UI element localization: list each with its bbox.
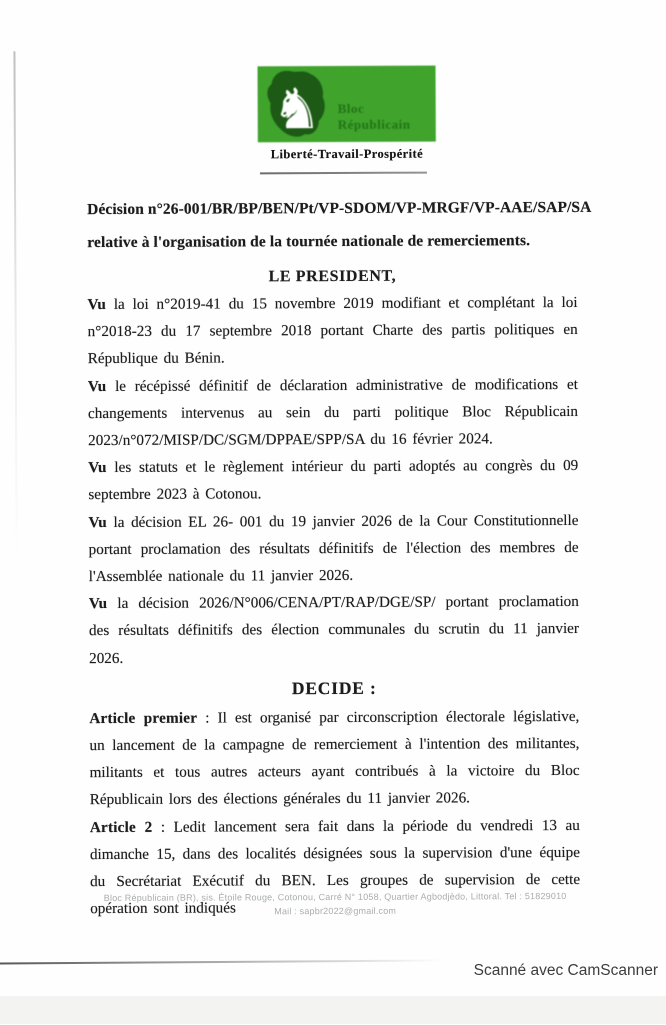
decision-title-line1: Décision n°26-001/BR/BP/BEN/Pt/VP-SDOM/VP-MRGF/VP-AAE/SAP/SA xyxy=(87,198,592,219)
decision-title-line2: relative à l'organisation de la tournée nationale de remerciements. xyxy=(87,232,531,252)
scanner-background-band xyxy=(0,996,666,1024)
vu-paragraph xyxy=(89,588,579,672)
scan-crease-artifact xyxy=(13,51,17,566)
footer-mail-line: Mail : sapbr2022@gmail.com xyxy=(274,905,397,916)
camscanner-watermark: Scanné avec CamScanner xyxy=(473,962,658,979)
footer-address-line: Bloc Républicain (BR), sis. Étoile Rouge, Cotonou, Carré N° 1058, Quartier Agbodjèdo, Littoral. Tel : 51829010 xyxy=(103,890,567,904)
letterhead-footer xyxy=(2,890,666,920)
vu-text: le récépissé définitif de déclaration administrative de modifications et changements intervenus au sein du parti politique Bloc Républicain 2023/n°072/MISP/DC/SGM/DPPAE/SPP/SA du 16 février 2024. xyxy=(87,375,579,450)
article-text: : Ledit lancement sera fait dans la période du vendredi 13 au dimanche 15, dans des localités désignées sous la supervision d'une équipe du Secrétariat Exécutif du BEN. Les groupes de supervision de cette opération sont indiqués xyxy=(89,816,581,918)
party-motto: Liberté-Travail-Prospérité xyxy=(270,146,424,162)
article-paragraph xyxy=(89,703,579,814)
logo-name-line2: Républicain xyxy=(337,116,411,132)
decision-body xyxy=(87,191,592,923)
article-lead: Article 2 xyxy=(89,818,153,836)
vu-lead: Vu xyxy=(87,295,106,314)
decide-heading: DECIDE : xyxy=(291,677,377,699)
vu-lead: Vu xyxy=(88,459,107,477)
logo-name-line1: Bloc xyxy=(337,100,365,116)
article-text: : Il est organisé par circonscription électorale législative, un lancement de la campagne de remerciement à l'intention des militantes, militants et tous autres acteurs ayant contribués à la victoire du Bloc Républicain lors des élections générales du 11 janvier 2026. xyxy=(89,707,580,809)
horse-icon: ♞ xyxy=(271,77,323,143)
vu-lead: Vu xyxy=(88,513,107,531)
president-heading: LE PRESIDENT, xyxy=(268,267,397,286)
bloc-republicain-logo xyxy=(258,66,436,143)
vu-paragraph xyxy=(87,289,577,373)
motto-underline xyxy=(260,172,427,175)
vu-paragraph xyxy=(88,452,578,509)
vu-text: la décision EL 26- 001 du 19 janvier 2026 de la Cour Constitutionnelle portant proclamation des résultats définitifs de l'élection des membres de l'Assemblée nationale du 11 janvier 2026. xyxy=(88,511,579,586)
vu-paragraph xyxy=(88,507,578,591)
vu-text: la loi n°2019-41 du 15 novembre 2019 modifiant et complétant la loi n°2018-23 du 17 septembre 2018 portant Charte des partis politiques en République du Bénin. xyxy=(87,293,578,368)
vu-text: les statuts et le règlement intérieur du parti adoptés au congrès du 09 septembre 2023 à Cotonou. xyxy=(88,457,579,504)
vu-lead: Vu xyxy=(87,377,107,395)
vu-text: la décision 2026/N°006/CENA/PT/RAP/DGE/SP/ portant proclamation des résultats définitifs des élection communales du scrutin du 11 janvier 2026. xyxy=(88,593,579,667)
vu-lead: Vu xyxy=(88,595,108,613)
vu-paragraph xyxy=(88,371,578,455)
article-lead: Article premier xyxy=(89,709,198,727)
